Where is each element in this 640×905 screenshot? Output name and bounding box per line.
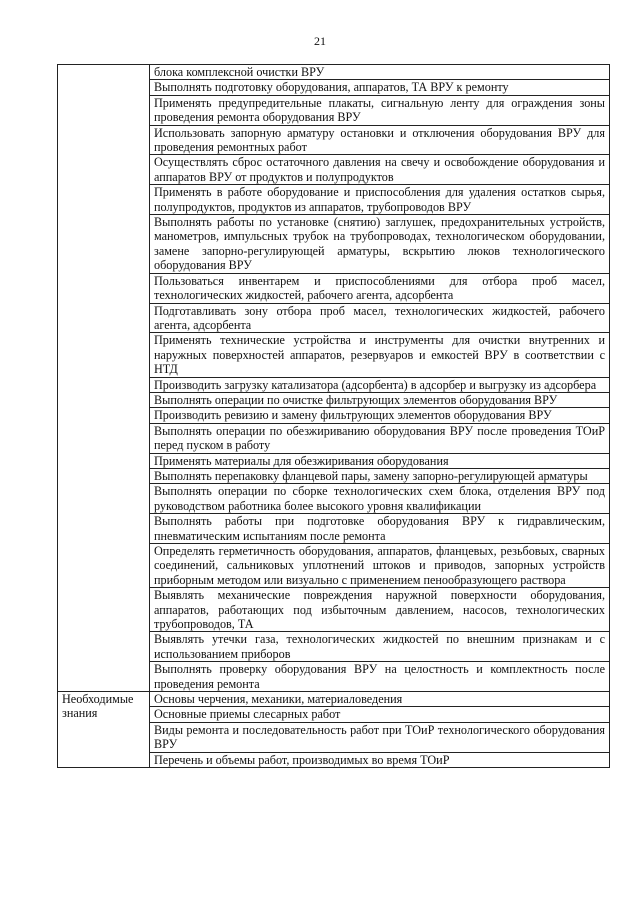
requirement-cell: Выполнять операции по сборке технологических схем блока, отделения ВРУ под руководством работника более высокого уровня квалификации <box>150 484 610 514</box>
requirement-cell: Подготавливать зону отбора проб масел, технологических жидкостей, рабочего агента, адсорбента <box>150 303 610 333</box>
requirement-cell: Применять материалы для обезжиривания оборудования <box>150 453 610 468</box>
requirement-cell: Выполнять проверку оборудования ВРУ на целостность и комплектность после проведения ремонта <box>150 662 610 692</box>
requirement-cell: Применять предупредительные плакаты, сигнальную ленту для ограждения зоны проведения ремонта оборудования ВРУ <box>150 95 610 125</box>
requirement-cell: Осуществлять сброс остаточного давления на свечу и освобождение оборудования и аппаратов ВРУ от продуктов и полупродуктов <box>150 155 610 185</box>
requirement-cell: Определять герметичность оборудования, аппаратов, фланцевых, резьбовых, сварных соединений, сальниковых уплотнений штоков и приводов, запорных устройств приборным методом или визуально с применением пенообразующего раствора <box>150 544 610 588</box>
requirement-cell: Выполнять операции по очистке фильтрующих элементов оборудования ВРУ <box>150 392 610 407</box>
requirement-cell: Выполнять перепаковку фланцевой пары, замену запорно-регулирующей арматуры <box>150 468 610 483</box>
requirement-cell: Применять в работе оборудование и приспособления для удаления остатков сырья, полупродуктов, продуктов из аппаратов, трубопроводов ВРУ <box>150 185 610 215</box>
requirement-cell: Основы черчения, механики, материаловедения <box>150 692 610 707</box>
requirement-cell: Выявлять механические повреждения наружной поверхности оборудования, аппаратов, работающих под избыточным давлением, насосов, технологических трубопроводов, ТА <box>150 588 610 632</box>
requirement-cell: Применять технические устройства и инструменты для очистки внутренних и наружных поверхностей аппаратов, резервуаров и емкостей ВРУ в соответствии с НТД <box>150 333 610 377</box>
requirement-cell: Перечень и объемы работ, производимых во время ТОиР <box>150 752 610 767</box>
section-label: Необходимые знания <box>58 692 150 768</box>
table-row <box>58 692 610 707</box>
requirement-cell: Основные приемы слесарных работ <box>150 707 610 722</box>
requirement-cell: Производить загрузку катализатора (адсорбента) в адсорбер и выгрузку из адсорбера <box>150 377 610 392</box>
requirement-cell: Выполнять работы при подготовке оборудования ВРУ к гидравлическим, пневматическим испытаниям после ремонта <box>150 514 610 544</box>
requirement-cell: Виды ремонта и последовательность работ при ТОиР технологического оборудования ВРУ <box>150 722 610 752</box>
requirement-cell: Использовать запорную арматуру остановки и отключения оборудования ВРУ для проведения ремонтных работ <box>150 125 610 155</box>
requirement-cell: Выявлять утечки газа, технологических жидкостей по внешним признакам и с использованием приборов <box>150 632 610 662</box>
requirement-cell: Пользоваться инвентарем и приспособлениями для отбора проб масел, технологических жидкостей, рабочего агента, адсорбента <box>150 273 610 303</box>
table-row <box>58 65 610 80</box>
requirement-cell: Выполнять работы по установке (снятию) заглушек, предохранительных устройств, манометров, импульсных трубок на трубопроводах, технологическом оборудовании, замене запорно-регулирующей арматуры, вскрытию люков технологического оборудования ВРУ <box>150 215 610 274</box>
section-label <box>58 65 150 692</box>
page-number: 21 <box>314 34 326 48</box>
requirement-cell: Выполнять операции по обезжириванию оборудования ВРУ после проведения ТОиР перед пуском в работу <box>150 423 610 453</box>
requirement-cell: блока комплексной очистки ВРУ <box>150 65 610 80</box>
requirement-cell: Выполнять подготовку оборудования, аппаратов, ТА ВРУ к ремонту <box>150 80 610 95</box>
requirements-table <box>57 64 610 768</box>
requirements-table-body <box>58 65 610 768</box>
requirement-cell: Производить ревизию и замену фильтрующих элементов оборудования ВРУ <box>150 408 610 423</box>
